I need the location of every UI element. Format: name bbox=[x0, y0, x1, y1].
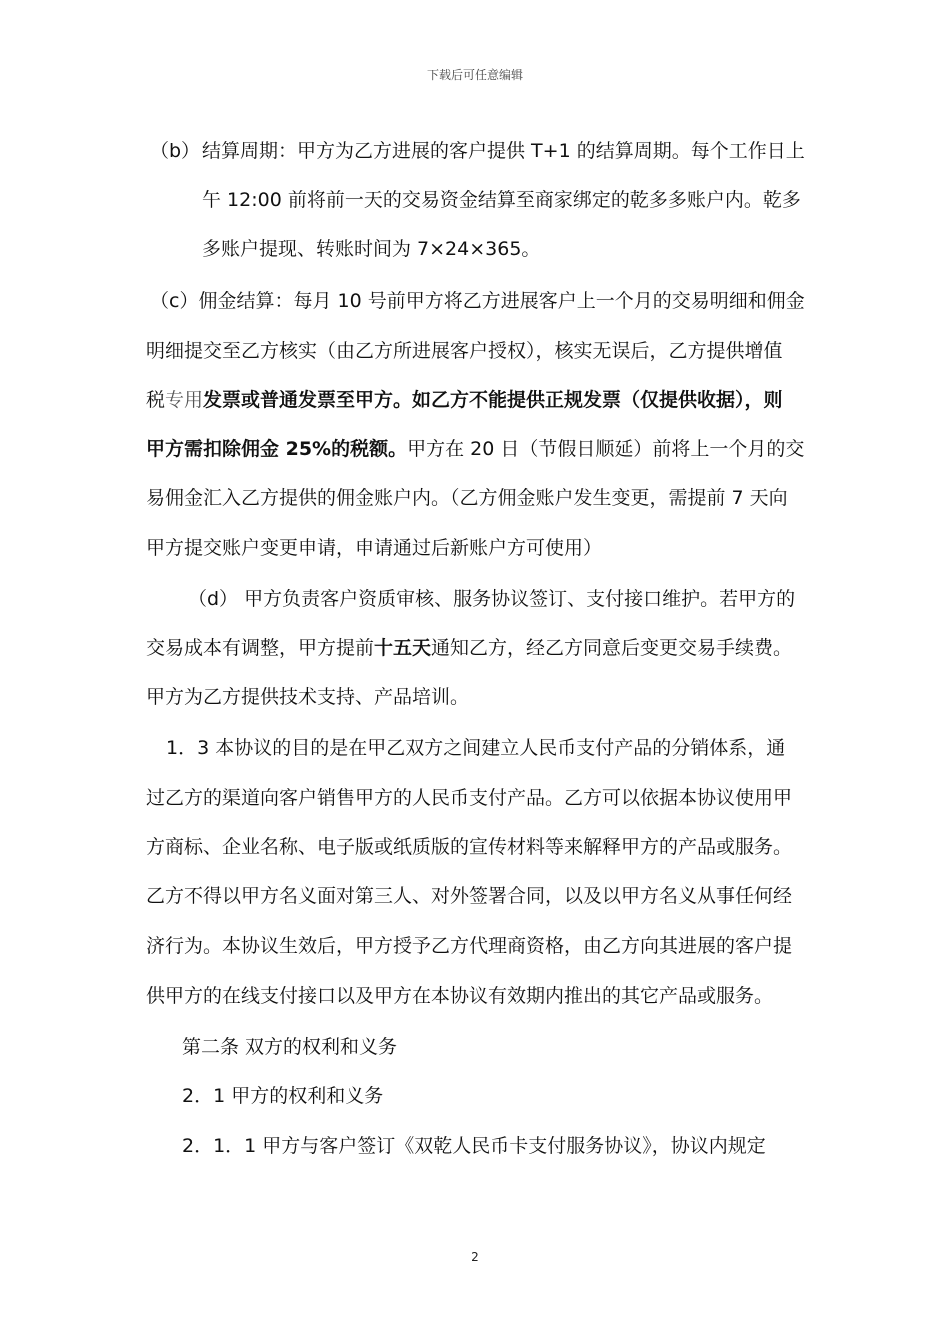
text-line: 供甲方的在线支付接口以及甲方在本协议有效期内推出的其它产品或服务。 bbox=[146, 985, 774, 1007]
text-run: 税 bbox=[146, 389, 166, 411]
section-b-marker: （b） bbox=[150, 140, 201, 162]
text-line: 方商标、企业名称、电子版或纸质版的宣传材料等来解释甲方的产品或服务。 bbox=[146, 836, 793, 858]
text-run: 甲方需扣除佣金 25%的税额。 bbox=[146, 438, 408, 460]
article-2-heading: 第二条 双方的权利和义务 bbox=[182, 1036, 398, 1058]
text-line: 济行为。本协议生效后，甲方授予乙方代理商资格，由乙方向其进展的客户提 bbox=[146, 935, 793, 957]
text-line: 2．1．1 甲方与客户签订《双乾人民币卡支付服务协议》，协议内规定 bbox=[182, 1135, 766, 1157]
text-line bbox=[146, 388, 783, 412]
text-line bbox=[146, 437, 804, 461]
text-line: 明细提交至乙方核实（由乙方所进展客户授权），核实无误后，乙方提供增值 bbox=[146, 340, 783, 362]
text-line: （c）佣金结算：每月 10 号前甲方将乙方进展客户上一个月的交易明细和佣金 bbox=[150, 290, 805, 312]
text-line bbox=[146, 636, 792, 660]
text-line: 易佣金汇入乙方提供的佣金账户内。（乙方佣金账户发生变更，需提前 7 天向 bbox=[146, 487, 788, 509]
text-run: 通知乙方，经乙方同意后变更交易手续费。 bbox=[431, 637, 793, 659]
text-line: 甲方为乙方提供技术支持、产品培训。 bbox=[146, 686, 470, 708]
text-run: 发票或普通发票至甲方。如乙方不能提供正规发票（仅提供收据），则 bbox=[203, 389, 783, 411]
text-line: （d） 甲方负责客户资质审核、服务协议签订、支付接口维护。若甲方的 bbox=[188, 588, 796, 610]
text-line: 甲方提交账户变更申请，申请通过后新账户方可使用） bbox=[146, 537, 603, 559]
section-2-1-heading: 2．1 甲方的权利和义务 bbox=[182, 1085, 384, 1107]
text-line: 过乙方的渠道向客户销售甲方的人民币支付产品。乙方可以依据本协议使用甲 bbox=[146, 787, 793, 809]
text-line: 乙方不得以甲方名义面对第三人、对外签署合同，以及以甲方名义从事任何经 bbox=[146, 885, 793, 907]
text-line: 午 12:00 前将前一天的交易资金结算至商家绑定的乾多多账户内。乾多 bbox=[202, 189, 801, 211]
page-header: 下载后可任意编辑 bbox=[426, 68, 523, 82]
text-line: 多账户提现、转账时间为 7×24×365。 bbox=[202, 238, 541, 260]
text-run: 十五天 bbox=[374, 637, 432, 659]
text-line: 结算周期：甲方为乙方进展的客户提供 T+1 的结算周期。每个工作日上 bbox=[202, 140, 805, 162]
page-number: 2 bbox=[471, 1250, 479, 1264]
text-run: 甲方在 20 日（节假日顺延）前将上一个月的交 bbox=[407, 438, 805, 460]
text-run: 交易成本有调整，甲方提前 bbox=[146, 637, 375, 659]
text-line: 1．3 本协议的目的是在甲乙双方之间建立人民币支付产品的分销体系，通 bbox=[166, 737, 786, 759]
text-run: 专用 bbox=[165, 389, 204, 411]
